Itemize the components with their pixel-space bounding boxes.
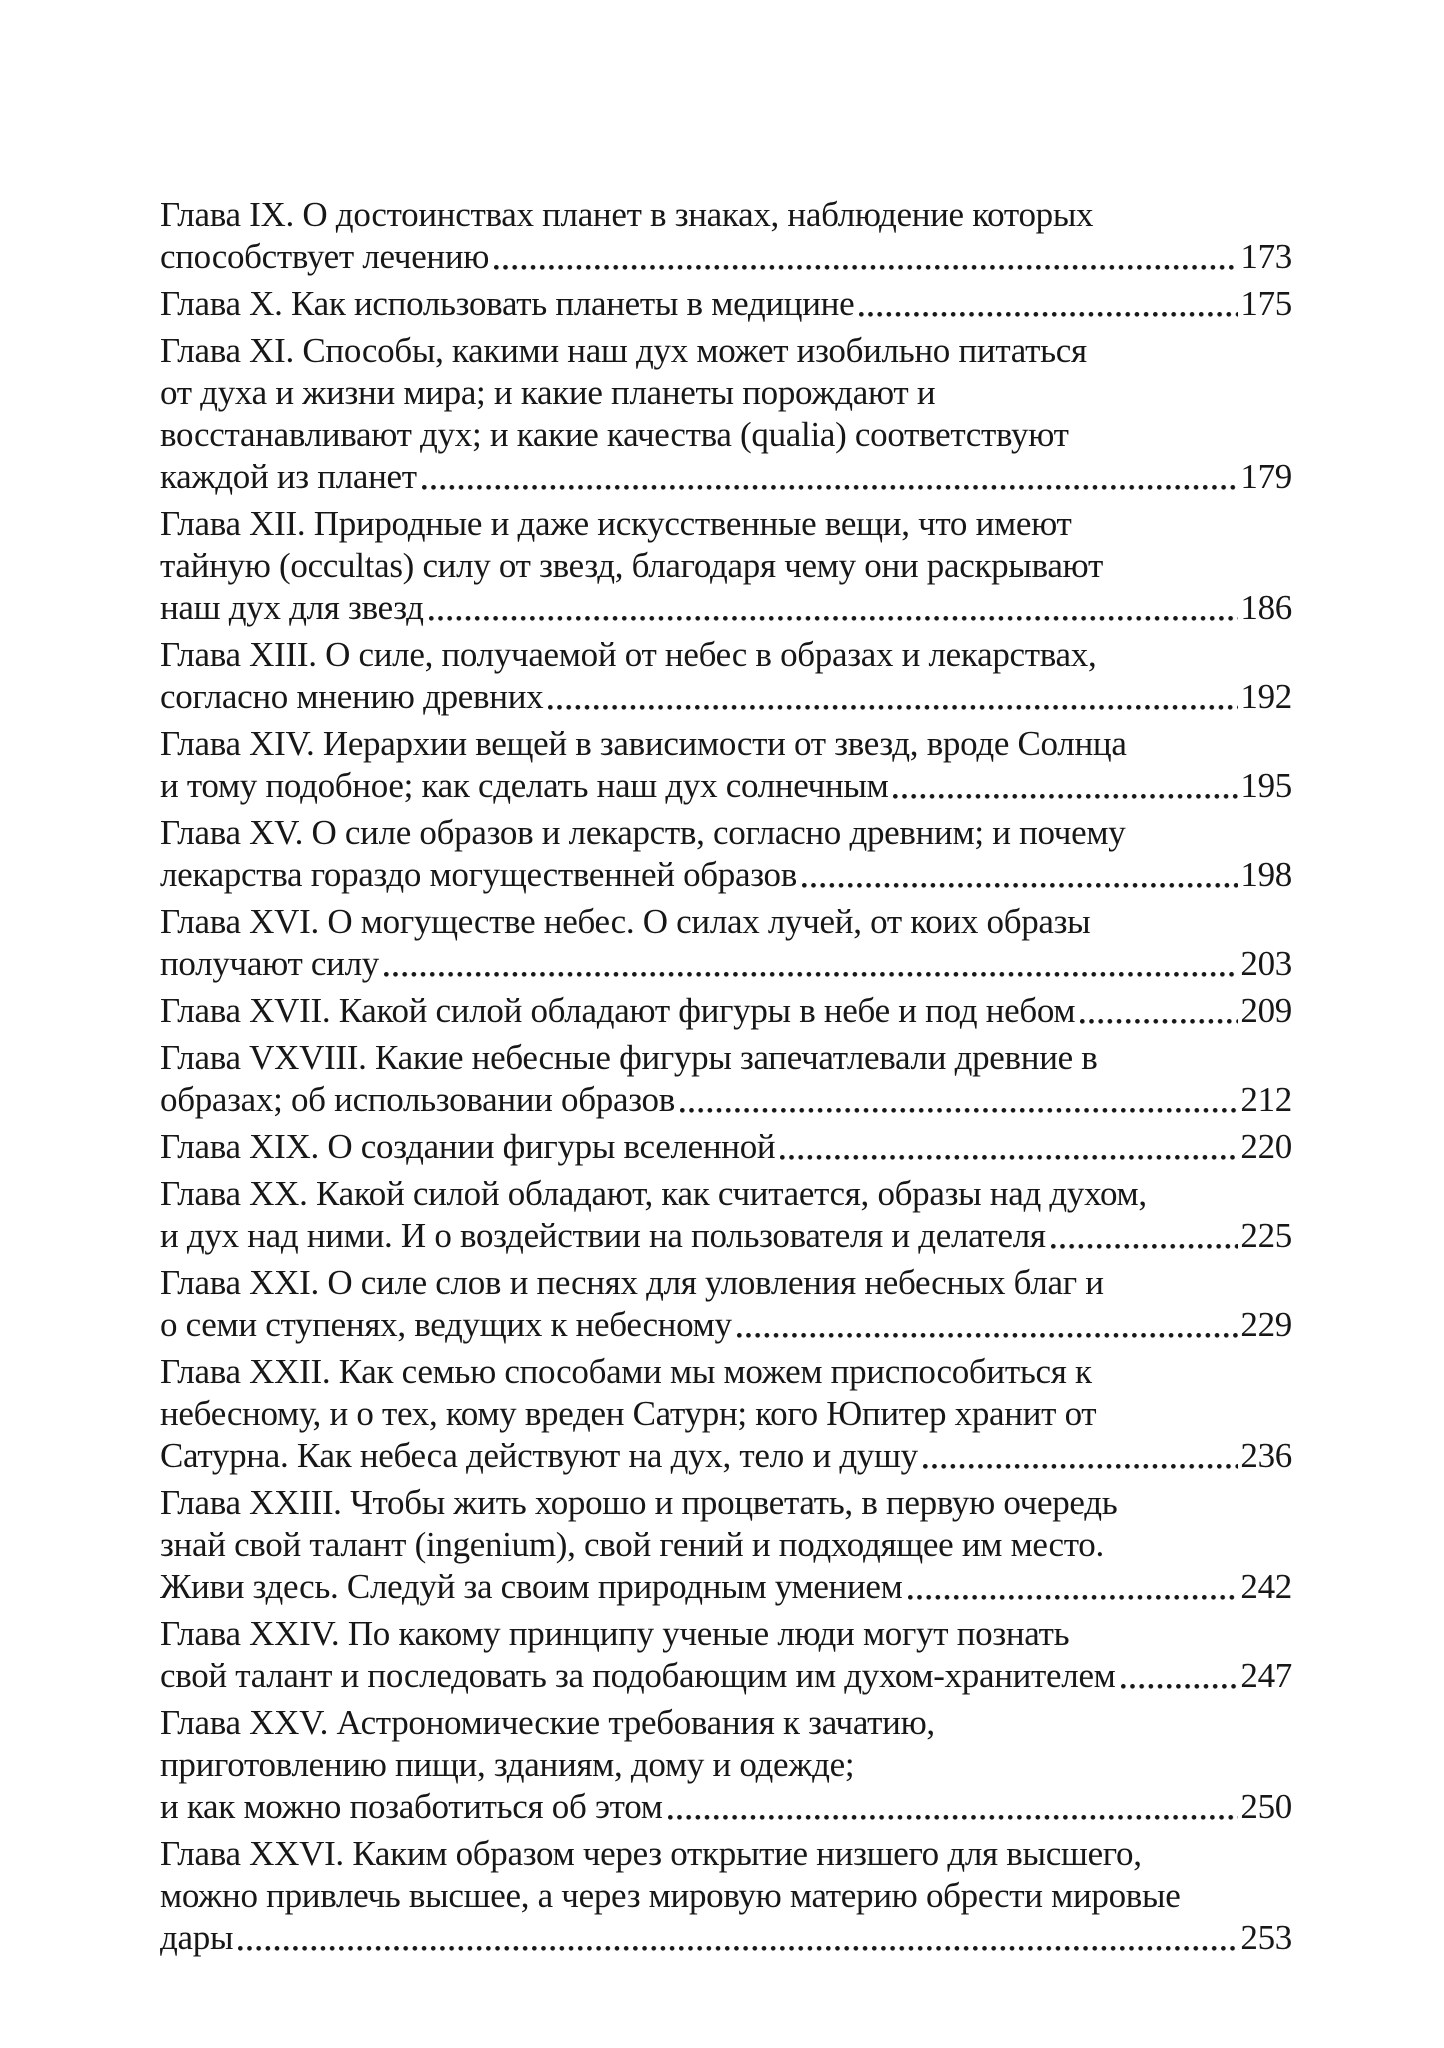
page-number: 173 bbox=[1240, 237, 1292, 276]
toc-entry-line: восстанавливают дух; и какие качества (qualia) соответствуют bbox=[160, 415, 1069, 454]
toc-entry-last-line bbox=[160, 283, 1292, 325]
toc-entry-line: Глава XX. Какой силой обладают, как считается, образы над духом, bbox=[160, 1174, 1147, 1213]
page-number: 198 bbox=[1240, 855, 1292, 894]
page-number: 229 bbox=[1240, 1305, 1292, 1344]
toc-entry bbox=[160, 1613, 1292, 1697]
toc-entry-line: Глава XIII. О силе, получаемой от небес в образах и лекарствах, bbox=[160, 635, 1097, 674]
dot-leader bbox=[384, 943, 1238, 985]
dot-leader bbox=[1080, 990, 1238, 1032]
toc-entry-text: о семи ступенях, ведущих к небесному bbox=[160, 1305, 732, 1344]
toc-entry bbox=[160, 1482, 1292, 1608]
toc-entry-text: Живи здесь. Следуй за своим природным умением bbox=[160, 1567, 903, 1606]
page-number: 195 bbox=[1240, 766, 1292, 805]
toc-entry bbox=[160, 1037, 1292, 1121]
toc-entry-last-line bbox=[160, 943, 1292, 985]
toc-entry-text: образах; об использовании образов bbox=[160, 1080, 675, 1119]
toc-entry bbox=[160, 812, 1292, 896]
toc-entry-last-line bbox=[160, 1215, 1292, 1257]
page-number: 220 bbox=[1240, 1127, 1292, 1166]
toc-entry-line: Глава XXIII. Чтобы жить хорошо и процветать, в первую очередь bbox=[160, 1483, 1118, 1522]
toc-entry-text: и тому подобное; как сделать наш дух солнечным bbox=[160, 766, 889, 805]
toc-entry bbox=[160, 503, 1292, 629]
toc-entry-text: Глава XIX. О создании фигуры вселенной bbox=[160, 1127, 776, 1166]
toc-entry-text: и как можно позаботиться об этом bbox=[160, 1787, 663, 1826]
page-number: 247 bbox=[1240, 1656, 1292, 1695]
dot-leader bbox=[908, 1566, 1239, 1608]
dot-leader bbox=[780, 1126, 1238, 1168]
toc-entry-last-line bbox=[160, 1435, 1292, 1477]
toc-entry-text: получают силу bbox=[160, 944, 379, 983]
toc-entry-line: приготовлению пищи, зданиям, дому и одежде; bbox=[160, 1745, 855, 1784]
toc-entry bbox=[160, 1351, 1292, 1477]
dot-leader bbox=[668, 1786, 1239, 1828]
page-number: 175 bbox=[1240, 284, 1292, 323]
toc-entry-text: согласно мнению древних bbox=[160, 677, 544, 716]
toc-entry-line: Глава XXII. Как семью способами мы можем приспособиться к bbox=[160, 1352, 1092, 1391]
toc-entry-line: Глава IX. О достоинствах планет в знаках, наблюдение которых bbox=[160, 195, 1094, 234]
dot-leader bbox=[1121, 1655, 1239, 1697]
toc-entry bbox=[160, 901, 1292, 985]
toc-entry-text: наш дух для звезд bbox=[160, 588, 424, 627]
toc-entry-line: Глава XII. Природные и даже искусственные вещи, что имеют bbox=[160, 504, 1072, 543]
toc-entry-text: Глава X. Как использовать планеты в медицине bbox=[160, 284, 855, 323]
toc-entry-last-line bbox=[160, 990, 1292, 1032]
toc-entry bbox=[160, 1262, 1292, 1346]
toc-entry-last-line bbox=[160, 1786, 1292, 1828]
page-number: 250 bbox=[1240, 1787, 1292, 1826]
dot-leader bbox=[859, 283, 1238, 325]
toc-entry-line: Глава XIV. Иерархии вещей в зависимости от звезд, вроде Солнца bbox=[160, 724, 1127, 763]
toc-entry-line: знай свой талант (ingenium), свой гений и подходящее им место. bbox=[160, 1525, 1104, 1564]
toc-entry-line: тайную (occultas) силу от звезд, благодаря чему они раскрывают bbox=[160, 546, 1103, 585]
dot-leader bbox=[893, 765, 1238, 807]
toc-entry-line: Глава XXVI. Каким образом через открытие низшего для высшего, bbox=[160, 1834, 1142, 1873]
toc-entry-line: Глава XI. Способы, какими наш дух может изобильно питаться bbox=[160, 331, 1087, 370]
dot-leader bbox=[680, 1079, 1238, 1121]
toc-entry bbox=[160, 1126, 1292, 1168]
toc-entry-text: и дух над ними. И о воздействии на пользователя и делателя bbox=[160, 1216, 1046, 1255]
dot-leader bbox=[1051, 1215, 1239, 1257]
page-number: 212 bbox=[1240, 1080, 1292, 1119]
toc-entry-text: Сатурна. Как небеса действуют на дух, тело и душу bbox=[160, 1436, 918, 1475]
toc-entry bbox=[160, 330, 1292, 498]
toc-entry-last-line bbox=[160, 1126, 1292, 1168]
toc-entry-text: дары bbox=[160, 1918, 234, 1957]
toc-entry bbox=[160, 723, 1292, 807]
page-number: 253 bbox=[1240, 1918, 1292, 1957]
toc-entry bbox=[160, 634, 1292, 718]
toc-entry bbox=[160, 1173, 1292, 1257]
toc-entry bbox=[160, 283, 1292, 325]
toc-entry bbox=[160, 990, 1292, 1032]
toc-entry-text: каждой из планет bbox=[160, 457, 417, 496]
toc-entry-line: Глава XVI. О могуществе небес. О силах лучей, от коих образы bbox=[160, 902, 1091, 941]
toc-entry bbox=[160, 194, 1292, 278]
page-number: 242 bbox=[1240, 1567, 1292, 1606]
toc-entry-line: Глава XXV. Астрономические требования к зачатию, bbox=[160, 1703, 935, 1742]
toc-entry-last-line bbox=[160, 854, 1292, 896]
dot-leader bbox=[737, 1304, 1239, 1346]
toc-entry-line: можно привлечь высшее, а через мировую материю обрести мировые bbox=[160, 1876, 1181, 1915]
toc-entry-last-line bbox=[160, 1304, 1292, 1346]
toc-entry-line: от духа и жизни мира; и какие планеты порождают и bbox=[160, 373, 936, 412]
toc-entry-last-line bbox=[160, 236, 1292, 278]
toc-entry-line: Глава XXIV. По какому принципу ученые люди могут познать bbox=[160, 1614, 1070, 1653]
toc-entry-last-line bbox=[160, 765, 1292, 807]
toc-entry-line: Глава VXVIII. Какие небесные фигуры запечатлевали древние в bbox=[160, 1038, 1098, 1077]
toc-entry-text: Глава XVII. Какой силой обладают фигуры в небе и под небом bbox=[160, 991, 1076, 1030]
toc-entry-last-line bbox=[160, 587, 1292, 629]
table-of-contents bbox=[160, 194, 1292, 1964]
toc-entry-text: лекарства гораздо могущественней образов bbox=[160, 855, 797, 894]
page-number: 225 bbox=[1240, 1216, 1292, 1255]
page-number: 192 bbox=[1240, 677, 1292, 716]
page-number: 179 bbox=[1240, 457, 1292, 496]
page-number: 186 bbox=[1240, 588, 1292, 627]
toc-entry-line: Глава XXI. О силе слов и песнях для уловления небесных благ и bbox=[160, 1263, 1104, 1302]
toc-entry-last-line bbox=[160, 1917, 1292, 1959]
dot-leader bbox=[923, 1435, 1239, 1477]
dot-leader bbox=[429, 587, 1239, 629]
toc-entry-line: небесному, и о тех, кому вреден Сатурн; кого Юпитер хранит от bbox=[160, 1394, 1097, 1433]
toc-entry-last-line bbox=[160, 1079, 1292, 1121]
dot-leader bbox=[494, 236, 1238, 278]
toc-entry-last-line bbox=[160, 1566, 1292, 1608]
toc-entry bbox=[160, 1702, 1292, 1828]
dot-leader bbox=[802, 854, 1238, 896]
page-number: 209 bbox=[1240, 991, 1292, 1030]
toc-entry bbox=[160, 1833, 1292, 1959]
page-number: 203 bbox=[1240, 944, 1292, 983]
toc-entry-last-line bbox=[160, 1655, 1292, 1697]
toc-entry-last-line bbox=[160, 456, 1292, 498]
dot-leader bbox=[238, 1917, 1238, 1959]
dot-leader bbox=[548, 676, 1238, 718]
dot-leader bbox=[422, 456, 1239, 498]
toc-entry-text: свой талант и последовать за подобающим им духом-хранителем bbox=[160, 1656, 1116, 1695]
toc-entry-last-line bbox=[160, 676, 1292, 718]
page-number: 236 bbox=[1240, 1436, 1292, 1475]
toc-entry-line: Глава XV. О силе образов и лекарств, согласно древним; и почему bbox=[160, 813, 1126, 852]
toc-entry-text: способствует лечению bbox=[160, 237, 490, 276]
